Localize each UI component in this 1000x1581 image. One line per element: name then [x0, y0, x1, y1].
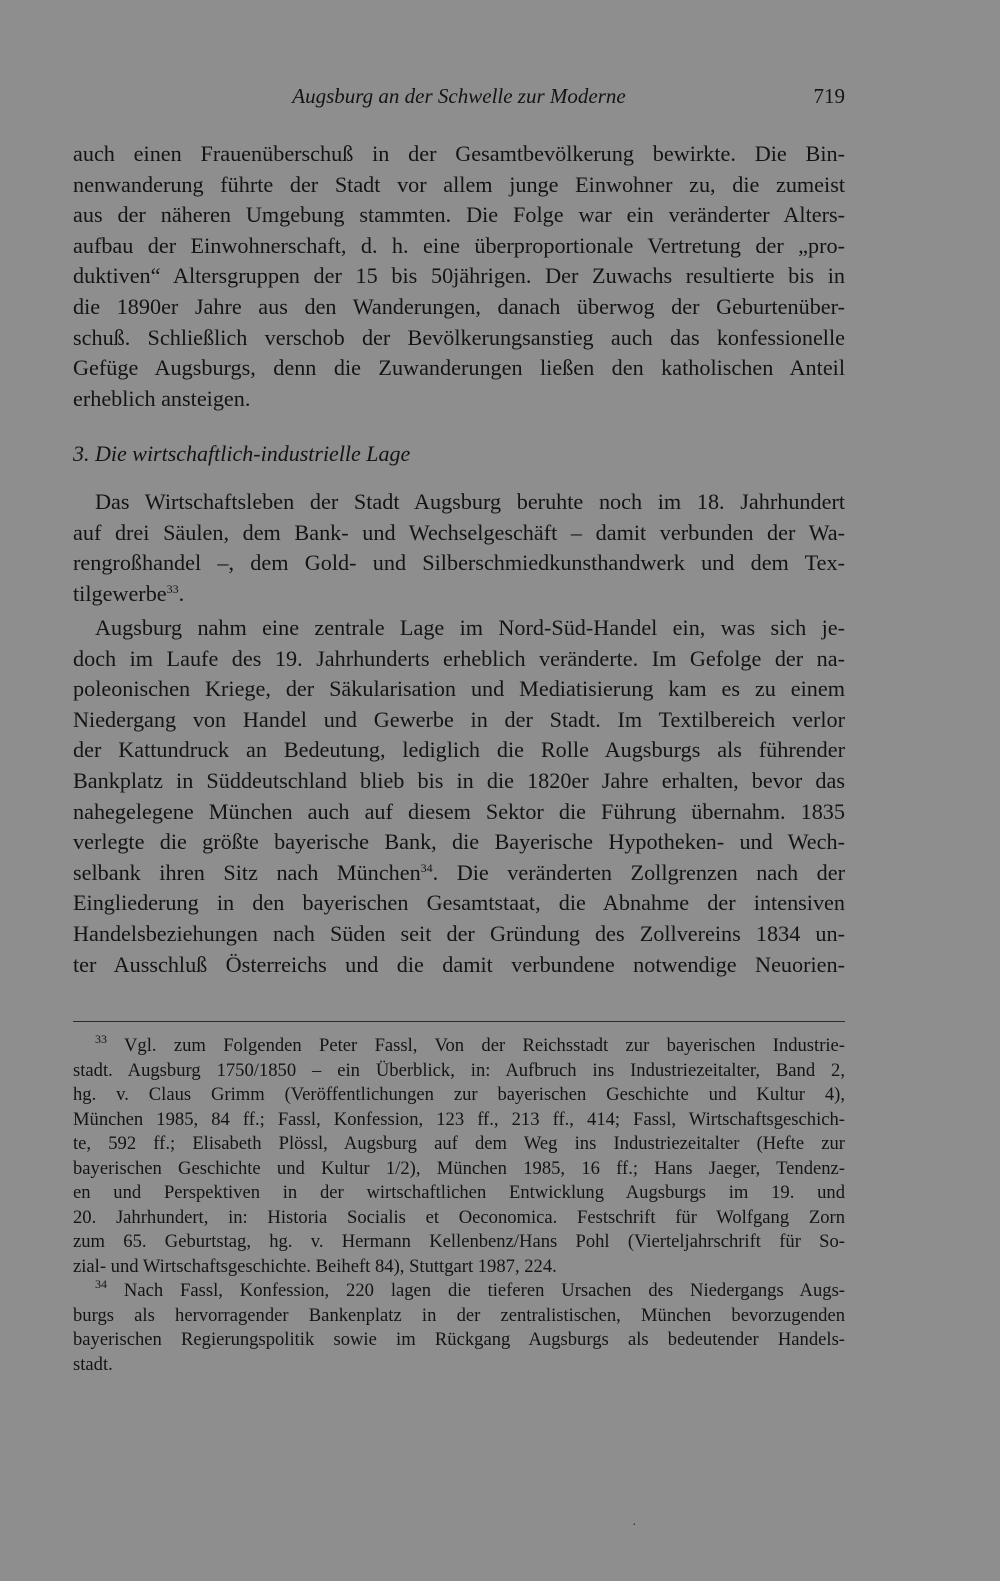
text-line: aus der näheren Umgebung stammten. Die Folge war ein veränderter Alters-: [73, 202, 845, 228]
text-line: Niedergang von Handel und Gewerbe in der Stadt. Im Textilbereich verlor: [73, 706, 845, 732]
text-line: doch im Laufe des 19. Jahrhunderts erheblich veränderte. Im Gefolge der na-: [73, 645, 845, 671]
text-line: Eingliederung in den bayerischen Gesamtstaat, die Abnahme der intensiven: [73, 890, 845, 916]
page-number: 719: [813, 84, 845, 108]
text-line: ter Ausschluß Österreichs und die damit verbundene notwendige Neuorien-: [73, 951, 845, 977]
footnote-34-line: [73, 1279, 845, 1304]
text-line: nenwanderung führte der Stadt vor allem junge Einwohner zu, die zumeist: [73, 171, 845, 197]
footnote-ref-34[interactable]: 34: [420, 860, 433, 875]
text-line: [73, 858, 845, 889]
text-line: Augsburg nahm eine zentrale Lage im Nord-Süd-Handel ein, was sich je-: [95, 615, 845, 640]
footnote-separator: [73, 1021, 845, 1022]
page-header: [73, 80, 845, 114]
text-line: duktiven“ Altersgruppen der 15 bis 50jährigen. Der Zuwachs resultierte bis in: [73, 263, 845, 289]
text-fragment: Vgl. zum Folgenden Peter Fassl, Von der Reichsstadt zur bayerischen Industrie-: [124, 1035, 845, 1056]
text-line: verlegte die größte bayerische Bank, die Bayerische Hypotheken- und Wech-: [73, 829, 845, 855]
text-fragment: Nach Fassl, Konfession, 220 lagen die tieferen Ursachen des Niedergangs Augs-: [123, 1280, 845, 1301]
paragraph-1: [73, 139, 845, 414]
text-line: nahegelegene München auch auf diesem Sektor die Führung übernahm. 1835: [73, 798, 845, 824]
text-fragment: tilgewerbe: [73, 580, 167, 606]
text-line: der Kattundruck an Bedeutung, lediglich die Rolle Augsburgs als führender: [73, 737, 845, 763]
footnote-ref-33[interactable]: 33: [166, 581, 179, 596]
footnote-line: stadt. Augsburg 1750/1850 – ein Überblick, in: Aufbruch ins Industriezeitalter, Band 2,: [73, 1059, 845, 1081]
footnote-line: hg. v. Claus Grimm (Veröffentlichungen zur bayerischen Geschichte und Kultur 4),: [73, 1084, 845, 1105]
text-fragment: selbank ihren Sitz nach München: [73, 859, 421, 885]
footnote-line: bayerischen Geschichte und Kultur 1/2), München 1985, 16 ff.; Hans Jaeger, Tendenz-: [73, 1157, 845, 1179]
footnote-number: 34: [95, 1277, 107, 1291]
text-line: aufbau der Einwohnerschaft, d. h. eine überproportionale Vertretung der „pro-: [73, 232, 845, 258]
footnote-line: en und Perspektiven in der wirtschaftlichen Entwicklung Augsburgs im 19. und: [73, 1182, 845, 1203]
footnote-line: te, 592 ff.; Elisabeth Plössl, Augsburg auf dem Weg ins Industriezeitalter (Hefte zur: [73, 1133, 845, 1154]
footnote-line: München 1985, 84 ff.; Fassl, Konfession, 123 ff., 213 ff., 414; Fassl, Wirtschaftsgeschich-: [73, 1108, 845, 1130]
scan-speck: ·: [632, 1518, 637, 1533]
footnote-line: burgs als hervorragender Bankenplatz in der zentralistischen, München bevorzugenden: [73, 1304, 845, 1326]
text-line: [73, 579, 845, 610]
text-line: poleonischen Kriege, der Säkularisation und Mediatisierung kam es zu einem: [73, 676, 845, 702]
footnote-33-line: [73, 1034, 845, 1059]
text-line: auch einen Frauenüberschuß in der Gesamtbevölkerung bewirkte. Die Bin-: [73, 141, 845, 166]
text-fragment: . Die veränderten Zollgrenzen nach der: [432, 859, 845, 885]
footnote-line: zum 65. Geburtstag, hg. v. Hermann Kellenbenz/Hans Pohl (Vierteljahrschrift für So-: [73, 1231, 845, 1252]
text-line: schuß. Schließlich verschob der Bevölkerungsanstieg auch das konfessionelle: [73, 324, 845, 350]
text-line: die 1890er Jahre aus den Wanderungen, danach überwog der Geburtenüber-: [73, 293, 845, 319]
text-line: Handelsbeziehungen nach Süden seit der Gründung des Zollvereins 1834 un-: [73, 920, 845, 946]
paragraph-2: [73, 487, 845, 609]
text-line: erheblich ansteigen.: [73, 385, 251, 411]
text-line: Gefüge Augsburgs, denn die Zuwanderungen ließen den katholischen Anteil: [73, 355, 845, 381]
footnote-line: 20. Jahrhundert, in: Historia Socialis et Oeconomica. Festschrift für Wolfgang Zorn: [73, 1206, 845, 1228]
paragraph-3: [73, 613, 845, 980]
footnote-line: zial- und Wirtschaftsgeschichte. Beiheft 84), Stuttgart 1987, 224.: [73, 1255, 557, 1277]
footnote-line: bayerischen Regierungspolitik sowie im Rückgang Augsburgs als bedeutender Handels-: [73, 1329, 845, 1350]
footnotes: [73, 1034, 845, 1377]
text-line: Bankplatz in Süddeutschland blieb bis in die 1820er Jahre erhalten, bevor das: [73, 767, 845, 793]
footnote-line: stadt.: [73, 1353, 113, 1375]
text-line: auf drei Säulen, dem Bank- und Wechselgeschäft – damit verbunden der Wa-: [73, 519, 845, 545]
text-line: rengroßhandel –, dem Gold- und Silberschmiedkunsthandwerk und dem Tex-: [73, 550, 845, 576]
footnote-number: 33: [95, 1032, 107, 1046]
text-line: Das Wirtschaftsleben der Stadt Augsburg beruhte noch im 18. Jahrhundert: [95, 489, 845, 514]
text-fragment: .: [178, 580, 185, 606]
running-title: Augsburg an der Schwelle zur Moderne: [292, 84, 626, 108]
section-heading: 3. Die wirtschaftlich-industrielle Lage: [73, 441, 411, 466]
